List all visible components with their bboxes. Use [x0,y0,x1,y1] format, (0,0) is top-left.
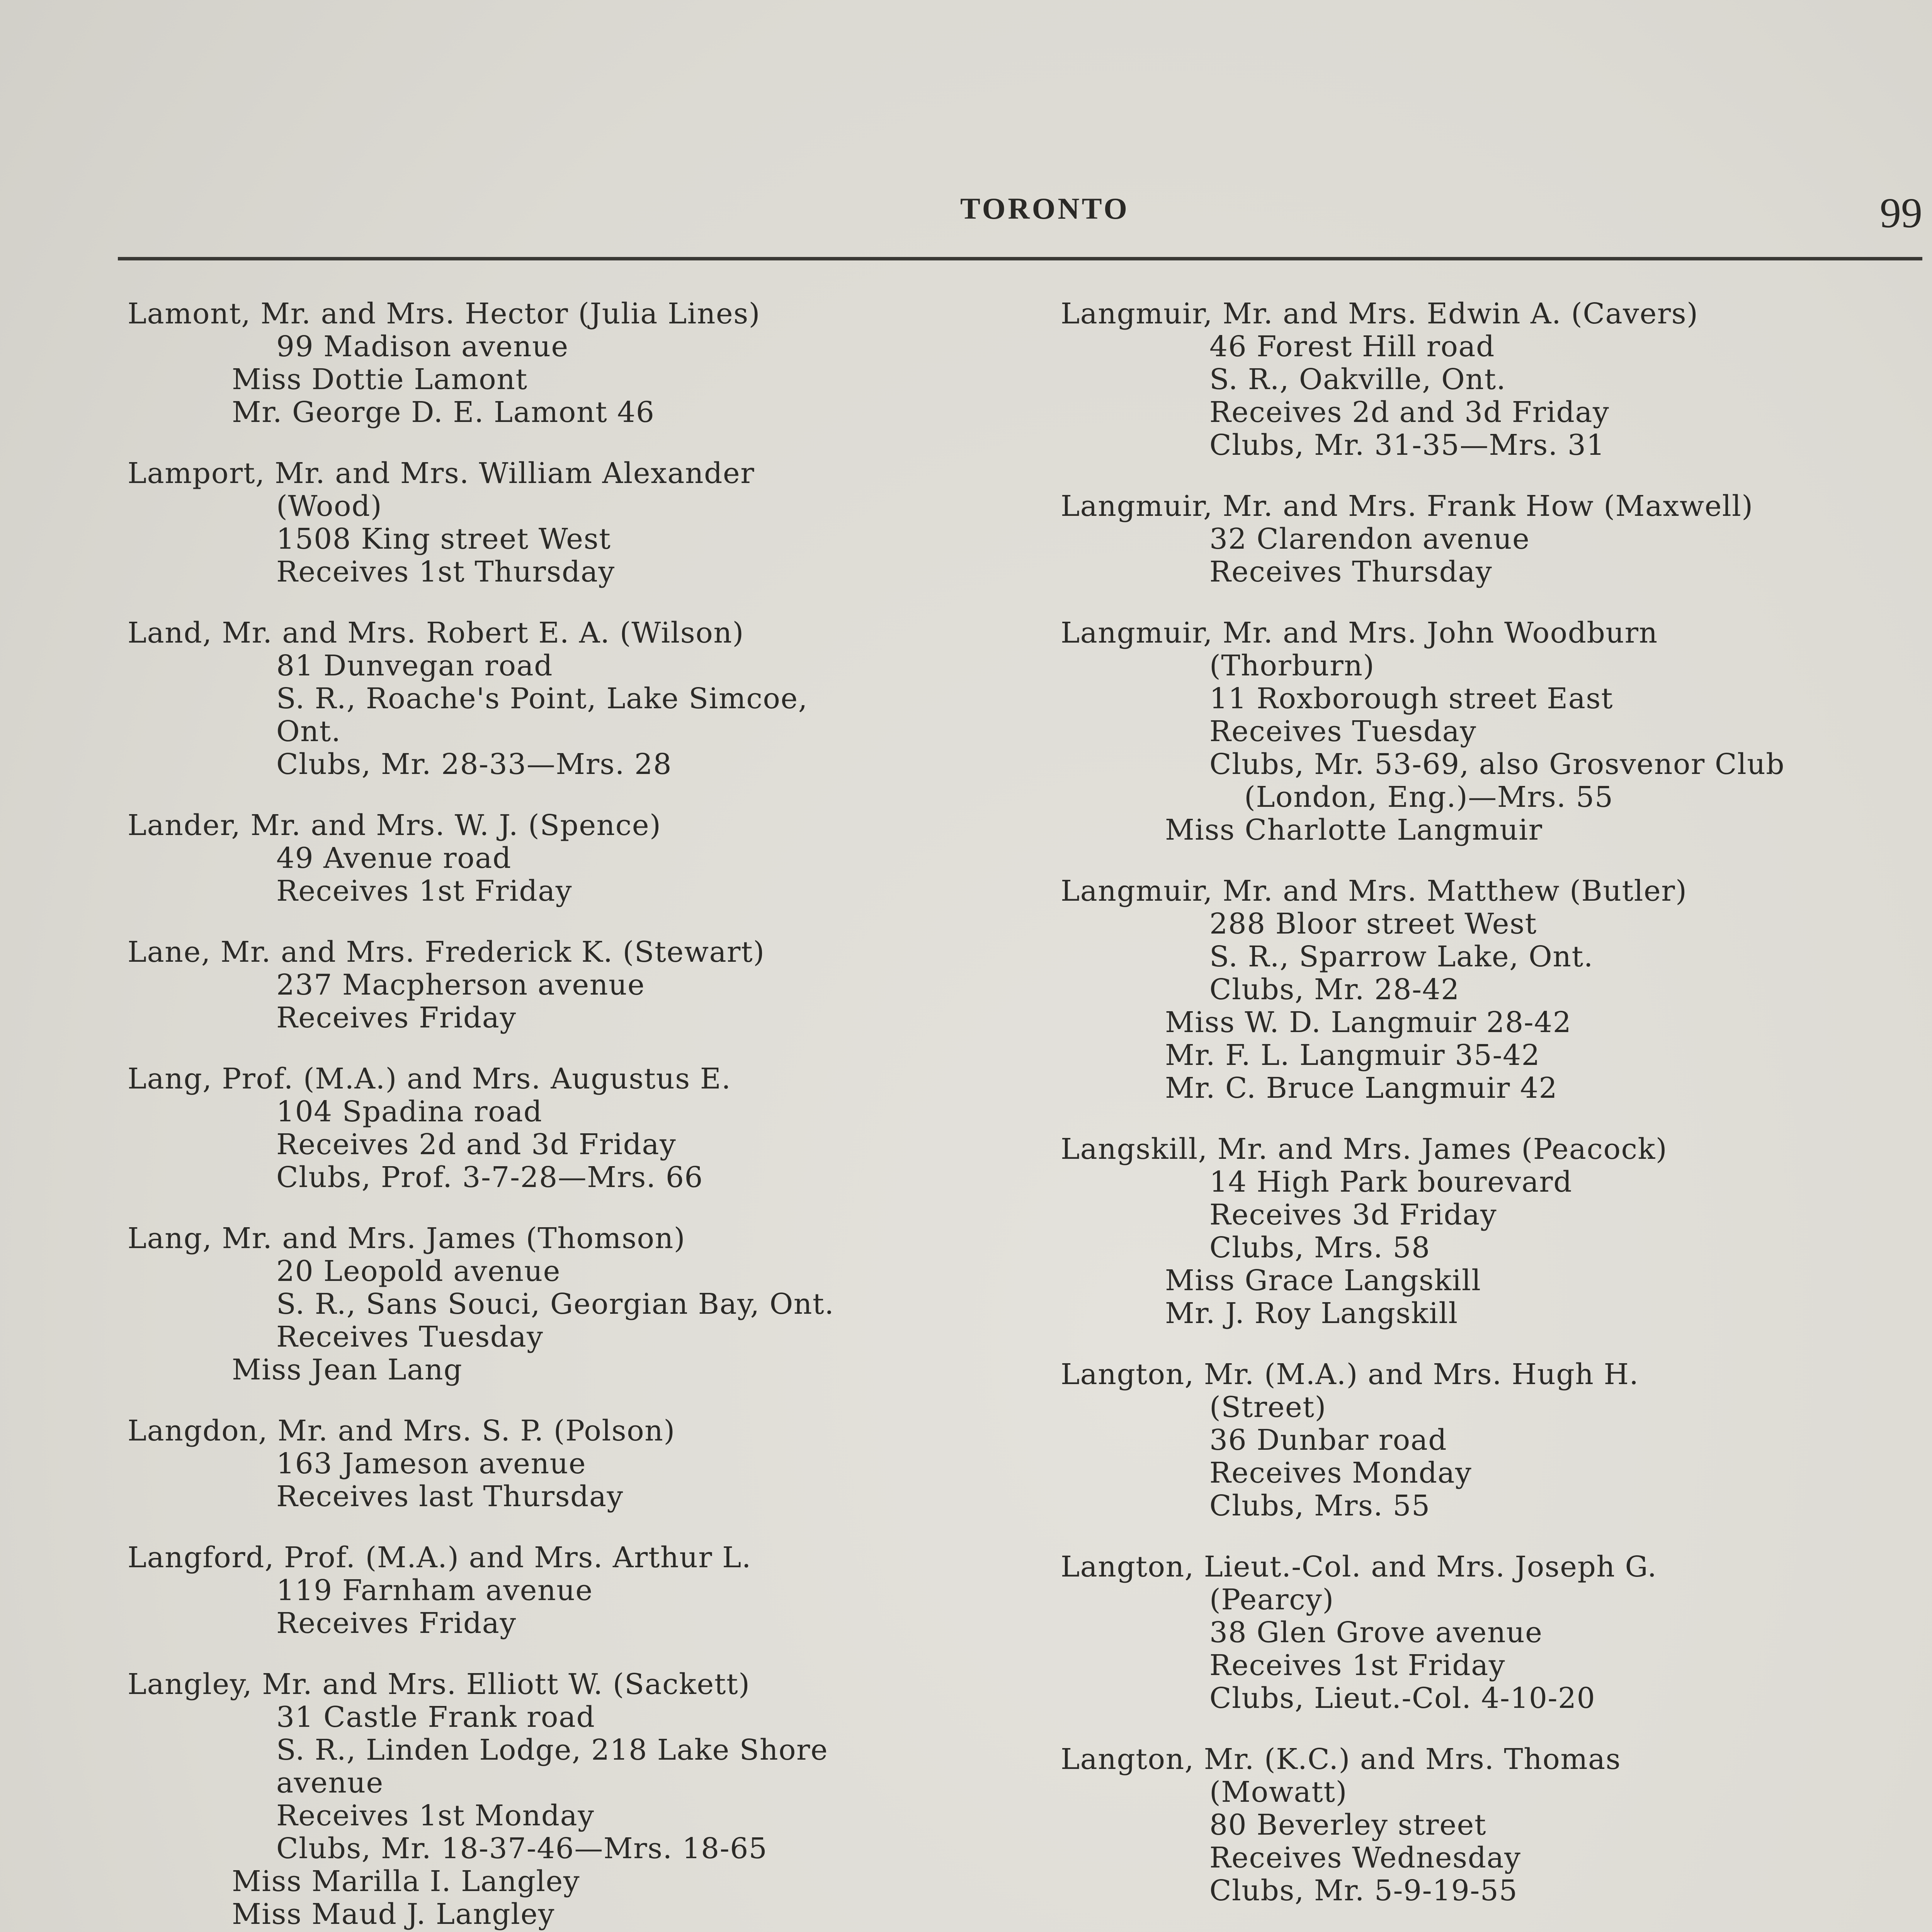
right-column [1061,298,1932,1932]
entry-detail: Clubs, Mr. 31-35—Mrs. 31 [1209,429,1605,462]
directory-entry [1061,1133,1932,1330]
entry-detail: 81 Dunvegan road [276,649,553,682]
entry-detail: 104 Spadina road [276,1095,543,1128]
entry-detail: Clubs, Mr. 28-33—Mrs. 28 [276,748,672,781]
entry-name: Langton, Lieut.-Col. and Mrs. Joseph G. [1061,1550,1657,1583]
entry-detail: Receives Friday [276,1001,517,1034]
entry-detail: Miss Charlotte Langmuir [1165,813,1543,847]
entry-name: Langmuir, Mr. and Mrs. Frank How (Maxwell) [1061,490,1753,523]
entry-detail: (Thorburn) [1209,649,1375,682]
entry-detail: 46 Forest Hill road [1209,330,1495,363]
entry-detail: 237 Macpherson avenue [276,968,645,1002]
entry-name: Langton, Mr. (K.C.) and Mrs. Thomas [1061,1743,1621,1776]
entry-detail: 119 Farnham avenue [276,1574,593,1607]
entry-detail: 99 Madison avenue [276,330,569,363]
directory-entry [128,298,1016,429]
entry-detail: 20 Leopold avenue [276,1255,561,1288]
header-rule [118,257,1922,260]
entry-detail: Miss Jean Lang [232,1353,463,1386]
directory-entry [128,936,1016,1034]
page-title: TORONTO [960,192,1129,225]
directory-entry [128,1222,1016,1386]
entry-detail: S. R., Sans Souci, Georgian Bay, Ont. [276,1287,835,1321]
directory-entry [128,617,1016,781]
entry-detail: Receives Thursday [1209,555,1493,588]
entry-detail: Miss Grace Langskill [1165,1264,1481,1297]
entry-detail: Clubs, Lieut.-Col. 4-10-20 [1209,1682,1596,1715]
entry-detail: Receives Tuesday [1209,715,1477,748]
entry-detail: Receives Monday [1209,1456,1472,1490]
entry-detail: 11 Roxborough street East [1209,682,1614,715]
entry-detail: Clubs, Prof. 3-7-28—Mrs. 66 [276,1161,704,1194]
directory-entry [128,1668,1016,1931]
entry-detail: avenue [276,1766,384,1799]
entry-detail: 288 Bloor street West [1209,907,1537,940]
entry-name: Langskill, Mr. and Mrs. James (Peacock) [1061,1133,1668,1166]
entry-detail: Clubs, Mr. 28-42 [1209,973,1460,1006]
entry-name: Langdon, Mr. and Mrs. S. P. (Polson) [128,1414,675,1447]
entry-name: Lane, Mr. and Mrs. Frederick K. (Stewart) [128,935,765,969]
entry-detail: (London, Eng.)—Mrs. 55 [1244,781,1614,814]
entry-detail: 14 High Park bourevard [1209,1165,1573,1199]
entry-detail: 36 Dunbar road [1209,1423,1447,1457]
entry-name: Land, Mr. and Mrs. Robert E. A. (Wilson) [128,616,744,650]
entry-name: Langmuir, Mr. and Mrs. Matthew (Butler) [1061,874,1687,908]
entry-detail: Miss Maud J. Langley [232,1898,555,1931]
entry-detail: 49 Avenue road [276,842,512,875]
entry-name: Langmuir, Mr. and Mrs. Edwin A. (Cavers) [1061,297,1699,330]
directory-entry [128,457,1016,588]
directory-entry [128,1541,1016,1640]
entry-name: Langford, Prof. (M.A.) and Mrs. Arthur L. [128,1541,752,1574]
entry-detail: 163 Jameson avenue [276,1447,587,1480]
directory-entry [128,809,1016,908]
left-column [128,298,1016,1932]
entry-detail: Receives 1st Friday [276,874,573,908]
entry-detail: S. R., Roache's Point, Lake Simcoe, [276,682,808,715]
entry-name: Langton, Mr. (M.A.) and Mrs. Hugh H. [1061,1358,1639,1391]
entry-detail: Mr. C. Bruce Langmuir 42 [1165,1071,1558,1105]
directory-entry [1061,617,1932,847]
directory-entry [1061,875,1932,1105]
entry-detail: 1508 King street West [276,522,611,556]
entry-detail: Mr. J. Roy Langskill [1165,1297,1458,1330]
entry-detail: Receives 1st Monday [276,1799,595,1832]
directory-entry [1061,490,1932,588]
entry-detail: S. R., Linden Lodge, 218 Lake Shore [276,1733,828,1767]
entry-detail: Receives Tuesday [276,1320,544,1354]
entry-name: Lang, Mr. and Mrs. James (Thomson) [128,1222,686,1255]
entry-detail: Receives last Thursday [276,1480,624,1513]
entry-name: Langley, Mr. and Mrs. Elliott W. (Sackett) [128,1668,750,1701]
entry-detail: S. R., Oakville, Ont. [1209,363,1506,396]
directory-entry [128,1063,1016,1194]
entry-name: Lamport, Mr. and Mrs. William Alexander [128,457,755,490]
entry-detail: Clubs, Mrs. 55 [1209,1489,1430,1522]
entry-detail: Receives 1st Thursday [276,555,615,588]
entry-detail: Clubs, Mr. 18-37-46—Mrs. 18-65 [276,1832,768,1865]
entry-detail: Miss Dottie Lamont [232,363,528,396]
entry-detail: 31 Castle Frank road [276,1701,595,1734]
entry-detail: Receives Wednesday [1209,1841,1521,1874]
entry-detail: (Wood) [276,490,383,523]
entry-detail: S. R., Sparrow Lake, Ont. [1209,940,1594,973]
entry-name: Lamont, Mr. and Mrs. Hector (Julia Lines) [128,297,761,330]
directory-entry [128,1415,1016,1513]
entry-detail: Ont. [276,715,341,748]
directory-entry [1061,298,1932,462]
entry-detail: Mr. F. L. Langmuir 35-42 [1165,1039,1541,1072]
entry-detail: 38 Glen Grove avenue [1209,1616,1543,1649]
entry-detail: (Pearcy) [1209,1583,1334,1616]
entry-detail: (Mowatt) [1209,1776,1347,1809]
entry-detail: Receives 1st Friday [1209,1649,1506,1682]
entry-detail: Receives 2d and 3d Friday [1209,396,1610,429]
entry-detail: Miss Marilla I. Langley [232,1865,580,1898]
directory-entry [1061,1358,1932,1522]
entry-detail: Mr. George D. E. Lamont 46 [232,396,655,429]
directory-entry [1061,1551,1932,1715]
entry-detail: Receives 2d and 3d Friday [276,1128,677,1161]
entry-detail: (Street) [1209,1391,1327,1424]
entry-detail: 80 Beverley street [1209,1808,1487,1842]
entry-detail: Clubs, Mr. 5-9-19-55 [1209,1874,1518,1907]
entry-detail: Receives 3d Friday [1209,1198,1497,1231]
entry-detail: Receives Friday [276,1607,517,1640]
page-number: 99 [1880,189,1922,236]
entry-name: Lang, Prof. (M.A.) and Mrs. Augustus E. [128,1062,731,1095]
entry-detail: 32 Clarendon avenue [1209,522,1530,556]
entry-name: Lander, Mr. and Mrs. W. J. (Spence) [128,809,662,842]
directory-entry [1061,1743,1932,1907]
entry-detail: Miss W. D. Langmuir 28-42 [1165,1006,1572,1039]
entry-detail: Clubs, Mr. 53-69, also Grosvenor Club [1209,748,1785,781]
entry-detail: Clubs, Mrs. 58 [1209,1231,1430,1264]
entry-name: Langmuir, Mr. and Mrs. John Woodburn [1061,616,1658,650]
